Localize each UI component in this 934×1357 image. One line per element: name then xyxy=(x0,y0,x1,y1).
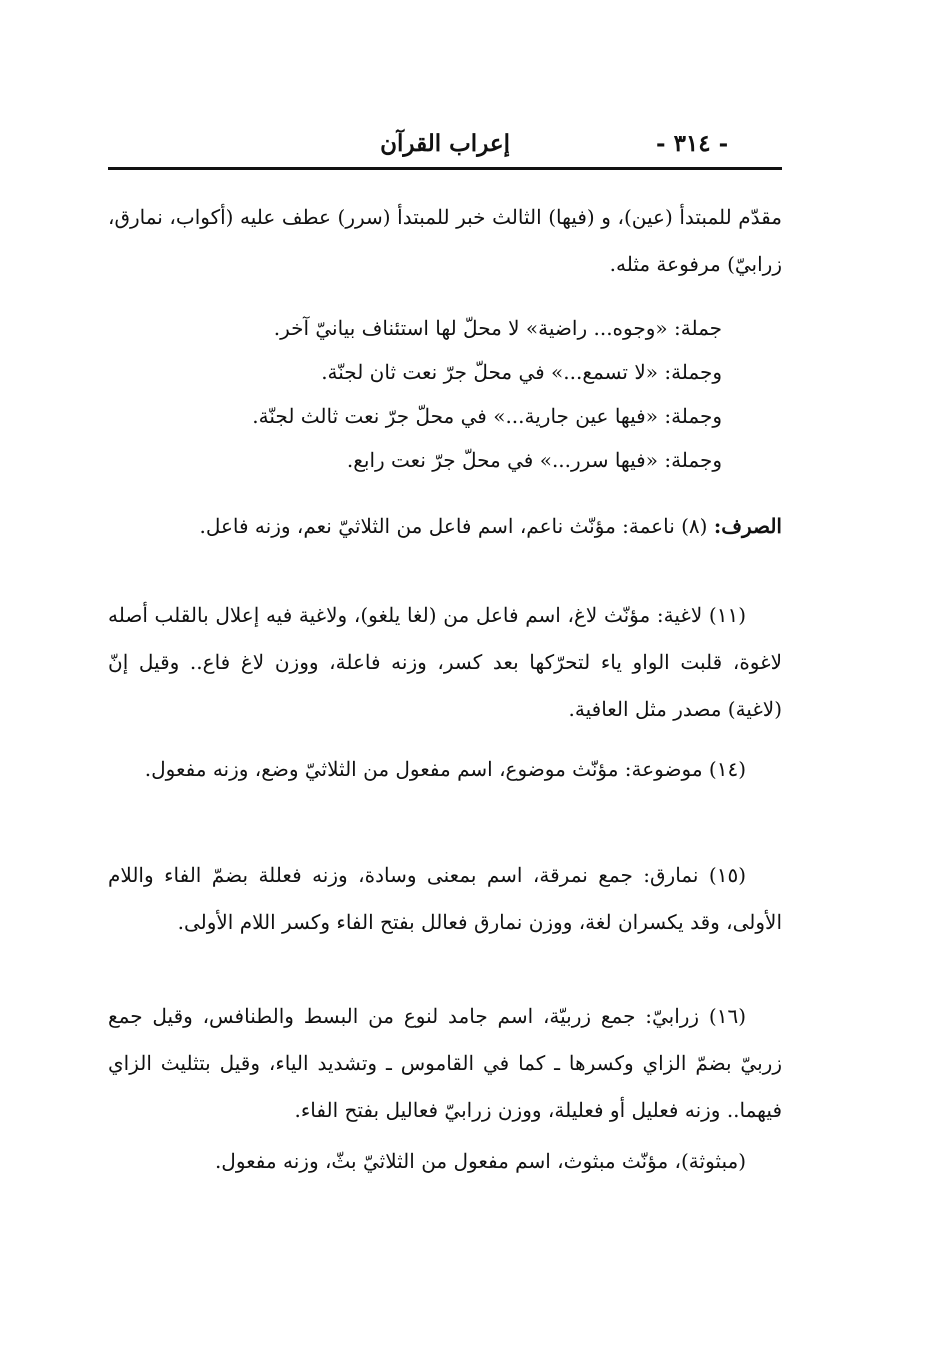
sentence-item: وجملة: «فيها سرر...» في محلّ جرّ نعت رابع. xyxy=(346,448,722,472)
page-header xyxy=(108,126,782,166)
paragraph-namariq-text: (١٥) نمارق: جمع نمرقة، اسم بمعنى وسادة، وزنه فعللة بضمّ الفاء واللام الأولى، وقد يكسران لغة، ووزن نمارق فعالل بفتح الفاء وكسر اللام الأولى. xyxy=(108,863,782,934)
paragraph-mawdua xyxy=(108,746,782,793)
paragraph-irab-continuation: مقدّم للمبتدأ (عين)، و (فيها) الثالث خبر للمبتدأ (سرر) عطف عليه (أكواب، نمارق، زرابيّ) مرفوعة مثله. xyxy=(108,205,782,276)
sentence-item: وجملة: «فيها عين جارية...» في محلّ جرّ نعت ثالث لجنّة. xyxy=(252,404,722,428)
paragraph-mawdua-text: (١٤) موضوعة: مؤنّث موضوع، اسم مفعول من الثلاثيّ وضع، وزنه مفعول. xyxy=(144,757,746,781)
paragraph-mabthutha-text: (مبثوثة)، مؤنّث مبثوث، اسم مفعول من الثلاثيّ بثّ، وزنه مفعول. xyxy=(214,1149,746,1173)
running-title: إعراب القرآن xyxy=(380,130,510,157)
paragraph-namariq xyxy=(108,852,782,946)
paragraph-sarf xyxy=(108,503,782,550)
sentence-item: جملة: «وجوه... راضية» لا محلّ لها استئناف بيانيّ آخر. xyxy=(273,316,722,340)
header-rule xyxy=(108,167,782,170)
paragraph-zarabi-text: (١٦) زرابيّ: جمع زربيّة، اسم جامد لنوع من البسط والطنافس، وقيل جمع زربيّ بضمّ الزاي وكسرها ـ كما في القاموس ـ وتشديد الياء، وقيل بتثليث الزاي فيهما.. وزنه فعليل أو فعليلة، ووزن زرابيّ فعاليل بفتح الفاء. xyxy=(108,1004,782,1122)
sarf-text: (٨) ناعمة: مؤنّث ناعم، اسم فاعل من الثلاثيّ نعم، وزنه فاعل. xyxy=(199,514,708,538)
sarf-heading: الصرف: xyxy=(713,514,782,538)
paragraph-mabthutha xyxy=(108,1138,782,1185)
paragraph-laghiya-text: (١١) لاغية: مؤنّث لاغ، اسم فاعل من (لغا يلغو)، ولاغية فيه إعلال بالقلب أصله لاغوة، قلبت الواو ياء لتحرّكها بعد كسر، وزنه فاعلة، ووزن لاغ فاع.. وقيل إنّ (لاغية) مصدر مثل العافية. xyxy=(108,603,782,721)
page-number: - ٣١٤ - xyxy=(656,130,729,157)
sentence-list xyxy=(108,306,722,482)
sentence-item: وجملة: «لا تسمع...» في محلّ جرّ نعت ثان لجنّة. xyxy=(321,360,722,384)
paragraph-laghiya xyxy=(108,592,782,733)
paragraph-zarabi xyxy=(108,993,782,1134)
